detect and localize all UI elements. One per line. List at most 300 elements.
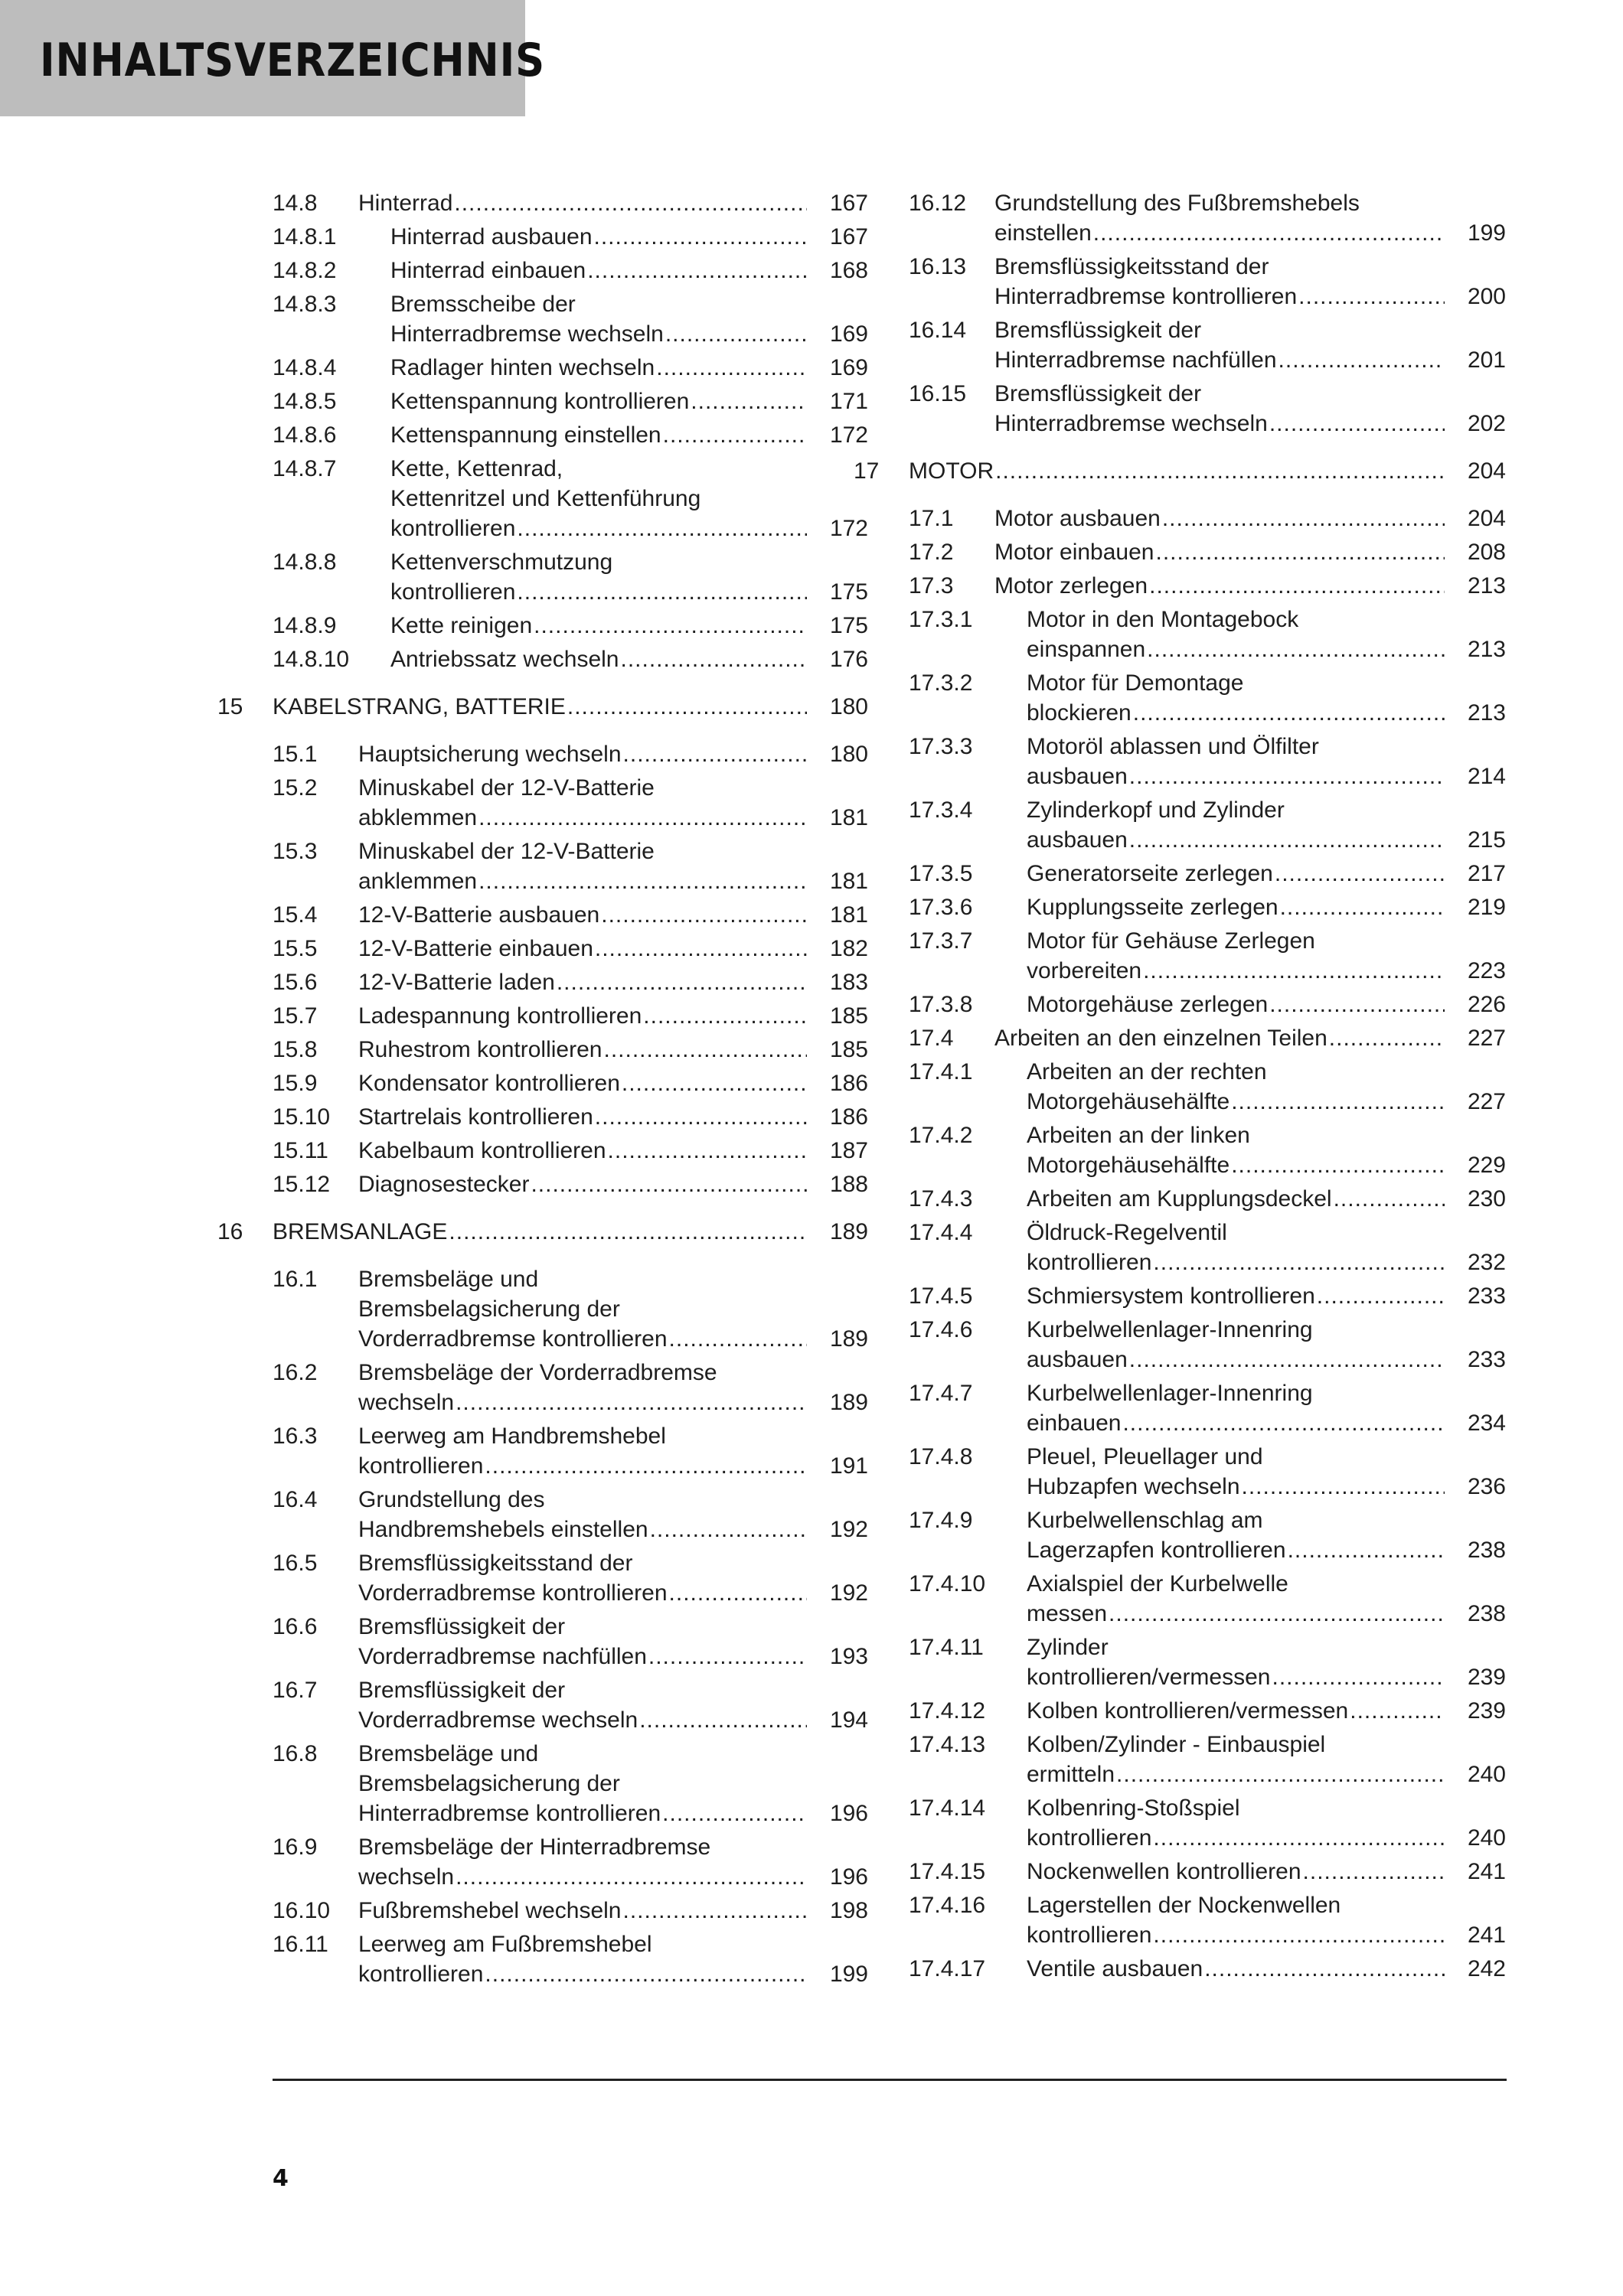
toc-entry[interactable] — [909, 1184, 1506, 1214]
toc-entry-number: 15.8 — [273, 1037, 318, 1062]
toc-entry[interactable] — [273, 1001, 868, 1031]
toc-entry-page: 214 — [1467, 764, 1506, 789]
toc-entry[interactable] — [273, 1739, 868, 1828]
toc-entry-title: Ventile ausbauen — [1027, 1956, 1203, 1981]
toc-entry-title: Motorgehäusehälfte — [1027, 1153, 1230, 1178]
toc-entry-page: 169 — [829, 321, 868, 347]
toc-entry-number: 16.13 — [909, 254, 967, 279]
toc-entry-page: 229 — [1467, 1153, 1506, 1178]
toc-entry[interactable] — [909, 1218, 1506, 1277]
dot-leader — [1143, 956, 1445, 986]
toc-entry-title: ermitteln — [1027, 1762, 1115, 1787]
toc-entry[interactable] — [909, 1890, 1506, 1950]
toc-entry[interactable] — [909, 990, 1506, 1019]
toc-entry[interactable] — [909, 252, 1506, 311]
toc-entry-title: Diagnosestecker — [358, 1172, 530, 1197]
toc-entry-page: 175 — [829, 579, 868, 605]
toc-entry-number: 17.3.5 — [909, 861, 973, 886]
toc-entry-title: Hinterrad — [358, 191, 453, 216]
toc-entry-title: Motor für Demontage — [1027, 670, 1244, 696]
toc-entry[interactable] — [909, 379, 1506, 439]
toc-entry-title: kontrollieren — [390, 516, 516, 541]
toc-entry[interactable] — [273, 1068, 868, 1098]
toc-entry-title: einbauen — [1027, 1411, 1122, 1436]
dot-leader — [1122, 1408, 1445, 1438]
dot-leader — [557, 967, 807, 997]
toc-entry-title: Hinterradbremse kontrollieren — [994, 284, 1298, 309]
toc-entry-page: 227 — [1467, 1026, 1506, 1051]
toc-entry-number: 16.7 — [273, 1678, 318, 1703]
toc-entry-title: Bremsscheibe der — [390, 292, 576, 317]
toc-entry[interactable] — [909, 892, 1506, 922]
toc-entry[interactable] — [909, 926, 1506, 986]
toc-entry-title: Kolben kontrollieren/vermessen — [1027, 1698, 1349, 1724]
toc-entry-title: Handbremshebels einstellen — [358, 1517, 648, 1542]
dot-leader — [456, 1862, 807, 1892]
toc-entry-page: 175 — [829, 613, 868, 638]
toc-entry-title: BREMSANLAGE — [273, 1219, 448, 1244]
toc-column-right — [854, 188, 1506, 1988]
toc-entry[interactable] — [909, 1632, 1506, 1692]
dot-leader — [517, 577, 807, 607]
toc-entry[interactable] — [909, 1505, 1506, 1565]
toc-entry-page: 198 — [829, 1898, 868, 1923]
toc-entry-page: 186 — [829, 1104, 868, 1130]
toc-entry-number: 17.4.13 — [909, 1732, 986, 1757]
toc-entry[interactable] — [273, 1264, 868, 1354]
toc-entry-page: 185 — [829, 1003, 868, 1029]
toc-entry-number: 14.8.1 — [273, 224, 337, 249]
toc-entry[interactable] — [273, 1421, 868, 1481]
toc-entry[interactable] — [909, 1315, 1506, 1375]
toc-entry-number: 16.10 — [273, 1898, 331, 1923]
toc-entry-number: 14.8.3 — [273, 292, 337, 317]
toc-entry-number: 15.5 — [273, 936, 318, 961]
dot-leader — [485, 1959, 807, 1989]
toc-entry-number: 16.4 — [273, 1487, 318, 1512]
toc-entry[interactable] — [273, 1548, 868, 1608]
toc-entry[interactable] — [273, 739, 868, 769]
toc-entry-title: kontrollieren — [358, 1962, 484, 1987]
dot-leader — [534, 611, 807, 641]
toc-entry[interactable] — [273, 188, 868, 218]
dot-leader — [1350, 1696, 1445, 1726]
toc-entry-title: Arbeiten an der linken — [1027, 1123, 1250, 1148]
toc-entry[interactable] — [273, 353, 868, 383]
toc-entry-title: 12-V-Batterie ausbauen — [358, 902, 600, 928]
toc-entry[interactable] — [909, 188, 1506, 248]
toc-entry[interactable] — [273, 1485, 868, 1544]
toc-entry[interactable] — [217, 692, 868, 722]
toc-entry-title: Kurbelwellenlager-Innenring — [1027, 1317, 1313, 1342]
toc-entry[interactable] — [273, 1612, 868, 1671]
dot-leader — [1093, 218, 1445, 248]
toc-entry-title: Vorderradbremse kontrollieren — [358, 1326, 668, 1352]
toc-entry-number: 16 — [217, 1219, 243, 1244]
toc-entry-title: abklemmen — [358, 805, 478, 830]
toc-entry-number: 15 — [217, 694, 243, 719]
toc-entry-page: 187 — [829, 1138, 868, 1163]
toc-entry-title: Minuskabel der 12-V-Batterie — [358, 775, 655, 801]
toc-entry-number: 16.1 — [273, 1267, 318, 1292]
toc-entry-number: 17.4.16 — [909, 1893, 986, 1918]
toc-entry-page: 193 — [829, 1644, 868, 1669]
toc-entry-title: ausbauen — [1027, 827, 1128, 853]
dot-leader — [587, 256, 807, 285]
toc-entry-title: Bremsbeläge der Hinterradbremse — [358, 1835, 711, 1860]
toc-entry-page: 188 — [829, 1172, 868, 1197]
toc-entry-title: Leerweg am Fußbremshebel — [358, 1932, 652, 1957]
dot-leader — [1147, 634, 1445, 664]
toc-entry-title: Zylinderkopf und Zylinder — [1027, 797, 1285, 823]
dot-leader — [1278, 345, 1445, 375]
toc-entry-page: 234 — [1467, 1411, 1506, 1436]
toc-entry-title: kontrollieren — [358, 1453, 484, 1479]
toc-entry-page: 239 — [1467, 1665, 1506, 1690]
toc-entry[interactable] — [909, 668, 1506, 728]
toc-entry-number: 17.4.17 — [909, 1956, 986, 1981]
toc-entry[interactable] — [273, 454, 868, 543]
toc-entry[interactable] — [909, 1696, 1506, 1726]
dot-leader — [485, 1451, 807, 1481]
toc-entry-title: Arbeiten am Kupplungsdeckel — [1027, 1186, 1332, 1212]
toc-entry[interactable] — [909, 1954, 1506, 1984]
toc-entry[interactable] — [273, 1035, 868, 1065]
dot-leader — [1231, 1150, 1445, 1180]
toc-entry-number: 16.2 — [273, 1360, 318, 1385]
toc-entry-page: 182 — [829, 936, 868, 961]
toc-entry-title: wechseln — [358, 1864, 455, 1890]
dot-leader — [1155, 537, 1445, 567]
toc-column-left — [217, 188, 868, 1993]
toc-entry[interactable] — [273, 256, 868, 285]
toc-entry-title: Vorderradbremse nachfüllen — [358, 1644, 647, 1669]
toc-entry-title: Kettenspannung einstellen — [390, 422, 661, 448]
toc-entry-number: 17.4.6 — [909, 1317, 973, 1342]
toc-entry-title: Startrelais kontrollieren — [358, 1104, 593, 1130]
toc-entry-title: Lagerzapfen kontrollieren — [1027, 1538, 1286, 1563]
toc-entry-page: 181 — [829, 902, 868, 928]
toc-entry-number: 15.10 — [273, 1104, 331, 1130]
toc-entry-title: vorbereiten — [1027, 958, 1142, 983]
dot-leader — [1298, 282, 1445, 311]
toc-entry-page: 194 — [829, 1707, 868, 1733]
toc-entry-page: 189 — [829, 1390, 868, 1415]
toc-entry[interactable] — [854, 456, 1506, 486]
toc-entry[interactable] — [273, 837, 868, 896]
dot-leader — [595, 934, 807, 964]
toc-entry[interactable] — [909, 1442, 1506, 1502]
toc-entry-title: Motor in den Montagebock — [1027, 607, 1299, 632]
toc-entry-page: 168 — [829, 258, 868, 283]
toc-entry[interactable] — [273, 900, 868, 930]
toc-entry[interactable] — [909, 1057, 1506, 1117]
toc-entry-page: 180 — [829, 742, 868, 767]
dot-leader — [1109, 1599, 1445, 1629]
toc-entry-title: kontrollieren — [1027, 1923, 1152, 1948]
toc-entry-title: Hauptsicherung wechseln — [358, 742, 622, 767]
toc-entry-number: 17.3.7 — [909, 928, 973, 954]
dot-leader — [656, 353, 807, 383]
toc-entry-page: 232 — [1467, 1250, 1506, 1275]
toc-entry-title: Zylinder — [1027, 1635, 1109, 1660]
toc-entry[interactable] — [273, 934, 868, 964]
dot-leader — [595, 1102, 807, 1132]
dot-leader — [1162, 504, 1445, 533]
toc-entry[interactable] — [273, 1102, 868, 1132]
toc-entry-title: Bremsbelagsicherung der — [358, 1296, 620, 1322]
toc-entry-page: 242 — [1467, 1956, 1506, 1981]
toc-entry-title: Pleuel, Pleuellager und — [1027, 1444, 1263, 1469]
toc-entry-title: einspannen — [1027, 637, 1146, 662]
dot-leader — [1288, 1535, 1445, 1565]
toc-entry-title: Hinterradbremse wechseln — [390, 321, 664, 347]
dot-leader — [1280, 892, 1445, 922]
toc-entry-number: 16.9 — [273, 1835, 318, 1860]
dot-leader — [1317, 1281, 1445, 1311]
dot-leader — [691, 386, 807, 416]
toc-entry-page: 240 — [1467, 1825, 1506, 1851]
dot-leader — [1149, 571, 1445, 601]
dot-leader — [669, 1324, 807, 1354]
toc-entry-title: Bremsbeläge und — [358, 1267, 539, 1292]
toc-entry-page: 185 — [829, 1037, 868, 1062]
dot-leader — [1231, 1087, 1445, 1117]
toc-entry-page: 230 — [1467, 1186, 1506, 1212]
toc-entry-page: 172 — [829, 516, 868, 541]
dot-leader — [1153, 1920, 1445, 1950]
dot-leader — [1275, 859, 1445, 889]
toc-entry-title: Hinterradbremse wechseln — [994, 411, 1268, 436]
toc-entry-number: 17 — [854, 458, 880, 484]
toc-entry-title: Bremsflüssigkeit der — [994, 381, 1202, 406]
dot-leader — [594, 222, 807, 252]
toc-entry[interactable] — [909, 859, 1506, 889]
toc-entry-title: Hinterrad einbauen — [390, 258, 586, 283]
toc-entry-title: Kettenspannung kontrollieren — [390, 389, 690, 414]
toc-entry-number: 15.6 — [273, 970, 318, 995]
toc-entry-number: 17.2 — [909, 540, 954, 565]
toc-entry-page: 217 — [1467, 861, 1506, 886]
toc-entry-title: Bremsbeläge der Vorderradbremse — [358, 1360, 717, 1385]
dot-leader — [665, 319, 807, 349]
toc-entry-title: Bremsbelagsicherung der — [358, 1771, 620, 1796]
toc-entry-page: 180 — [829, 694, 868, 719]
toc-entry[interactable] — [909, 1120, 1506, 1180]
toc-entry-number: 14.8.6 — [273, 422, 337, 448]
toc-entry-title: einstellen — [994, 220, 1092, 246]
toc-entry[interactable] — [909, 1281, 1506, 1311]
toc-entry-number: 17.3.2 — [909, 670, 973, 696]
toc-entry[interactable] — [909, 315, 1506, 375]
toc-entry-title: Ladespannung kontrollieren — [358, 1003, 642, 1029]
toc-entry-title: Kolben/Zylinder - Einbauspiel — [1027, 1732, 1326, 1757]
toc-entry-title: Hubzapfen wechseln — [1027, 1474, 1240, 1499]
toc-entry[interactable] — [909, 1793, 1506, 1853]
toc-entry-page: 226 — [1467, 992, 1506, 1017]
toc-entry-title: Generatorseite zerlegen — [1027, 861, 1273, 886]
toc-entry-title: Motor zerlegen — [994, 573, 1148, 598]
dot-leader — [620, 644, 807, 674]
toc-entry-number: 16.3 — [273, 1424, 318, 1449]
toc-entry-title: Fußbremshebel wechseln — [358, 1898, 622, 1923]
toc-entry-page: 201 — [1467, 347, 1506, 373]
toc-entry-page: 192 — [829, 1580, 868, 1606]
toc-entry[interactable] — [909, 1023, 1506, 1053]
toc-entry[interactable] — [273, 386, 868, 416]
toc-entry-page: 199 — [1467, 220, 1506, 246]
dot-leader — [648, 1642, 807, 1671]
toc-entry-page: 191 — [829, 1453, 868, 1479]
toc-entry[interactable] — [273, 547, 868, 607]
toc-entry-title: Kabelbaum kontrollieren — [358, 1138, 606, 1163]
toc-entry-title: Bremsflüssigkeitsstand der — [358, 1551, 633, 1576]
dot-leader — [669, 1578, 807, 1608]
toc-entry[interactable] — [273, 644, 868, 674]
toc-entry-page: 169 — [829, 355, 868, 380]
toc-entry-title: ausbauen — [1027, 764, 1128, 789]
toc-entry[interactable] — [273, 1832, 868, 1892]
toc-entry-number: 14.8.4 — [273, 355, 337, 380]
toc-entry-number: 17.3.3 — [909, 734, 973, 759]
toc-entry-page: 186 — [829, 1071, 868, 1096]
dot-leader — [1153, 1247, 1445, 1277]
toc-entry[interactable] — [273, 222, 868, 252]
toc-entry-title: Bremsflüssigkeit der — [994, 318, 1202, 343]
toc-entry-page: 183 — [829, 970, 868, 995]
dot-leader — [601, 900, 807, 930]
toc-entry-number: 17.4.7 — [909, 1381, 973, 1406]
toc-entry[interactable] — [909, 1730, 1506, 1789]
toc-entry-title: Hinterradbremse kontrollieren — [358, 1801, 661, 1826]
dot-leader — [1242, 1472, 1445, 1502]
toc-entry-number: 16.14 — [909, 318, 967, 343]
toc-entry-title: Bremsflüssigkeitsstand der — [994, 254, 1269, 279]
toc-entry-page: 223 — [1467, 958, 1506, 983]
toc-entry-title: Nockenwellen kontrollieren — [1027, 1859, 1301, 1884]
toc-entry-title: Vorderradbremse wechseln — [358, 1707, 638, 1733]
toc-entry-title: Arbeiten an der rechten — [1027, 1059, 1267, 1084]
toc-entry-title: wechseln — [358, 1390, 455, 1415]
toc-entry[interactable] — [217, 1217, 868, 1247]
toc-entry-title: Kettenritzel und Kettenführung — [390, 486, 701, 511]
toc-entry-title: Öldruck-Regelventil — [1027, 1220, 1227, 1245]
toc-entry-title: Motor einbauen — [994, 540, 1154, 565]
toc-entry-number: 16.11 — [273, 1932, 328, 1957]
toc-entry[interactable] — [273, 1136, 868, 1166]
toc-entry[interactable] — [909, 571, 1506, 601]
dot-leader — [1129, 825, 1445, 855]
toc-entry-title: anklemmen — [358, 869, 478, 894]
toc-entry-page: 172 — [829, 422, 868, 448]
toc-entry-page: 167 — [829, 224, 868, 249]
toc-entry-number: 15.4 — [273, 902, 318, 928]
toc-entry-page: 213 — [1467, 573, 1506, 598]
toc-entry[interactable] — [273, 1169, 868, 1199]
toc-entry-page: 236 — [1467, 1474, 1506, 1499]
toc-entry-title: Schmiersystem kontrollieren — [1027, 1283, 1315, 1309]
toc-entry[interactable] — [909, 1378, 1506, 1438]
toc-entry[interactable] — [909, 1857, 1506, 1887]
toc-entry-title: Kettenverschmutzung — [390, 550, 613, 575]
toc-entry-title: Bremsflüssigkeit der — [358, 1614, 566, 1639]
toc-entry-number: 15.7 — [273, 1003, 318, 1029]
toc-entry-title: 12-V-Batterie einbauen — [358, 936, 593, 961]
toc-entry-title: KABELSTRANG, BATTERIE — [273, 694, 566, 719]
toc-entry-title: Arbeiten an den einzelnen Teilen — [994, 1026, 1327, 1051]
toc-entry-title: Kette reinigen — [390, 613, 533, 638]
toc-entry[interactable] — [909, 795, 1506, 855]
toc-entry-title: ausbauen — [1027, 1347, 1128, 1372]
toc-entry-page: 192 — [829, 1517, 868, 1542]
toc-entry-title: Ruhestrom kontrollieren — [358, 1037, 603, 1062]
toc-entry-page: 167 — [829, 191, 868, 216]
toc-entry[interactable] — [273, 1675, 868, 1735]
toc-entry-title: Bremsflüssigkeit der — [358, 1678, 566, 1703]
toc-entry-title: 12-V-Batterie laden — [358, 970, 555, 995]
toc-entry[interactable] — [273, 420, 868, 450]
toc-entry-page: 181 — [829, 805, 868, 830]
toc-entry-number: 15.11 — [273, 1138, 328, 1163]
toc-entry-page: 219 — [1467, 895, 1506, 920]
toc-entry-title: Kondensator kontrollieren — [358, 1071, 620, 1096]
footer-divider — [273, 2079, 1507, 2081]
toc-entry[interactable] — [909, 1569, 1506, 1629]
toc-entry-title: Radlager hinten wechseln — [390, 355, 655, 380]
toc-entry[interactable] — [273, 289, 868, 349]
toc-entry[interactable] — [273, 967, 868, 997]
dot-leader — [639, 1705, 807, 1735]
dot-leader — [662, 1799, 807, 1828]
dot-leader — [1204, 1954, 1445, 1984]
toc-entry-number: 16.6 — [273, 1614, 318, 1639]
toc-entry-number: 17.4.5 — [909, 1283, 973, 1309]
toc-entry-title: Motoröl ablassen und Ölfilter — [1027, 734, 1319, 759]
dot-leader — [478, 866, 807, 896]
toc-entry-page: 213 — [1467, 637, 1506, 662]
toc-entry-page: 215 — [1467, 827, 1506, 853]
toc-entry-number: 17.3.4 — [909, 797, 973, 823]
toc-entry[interactable] — [273, 611, 868, 641]
toc-entry[interactable] — [909, 504, 1506, 533]
toc-entry-number: 17.4.11 — [909, 1635, 984, 1660]
dot-leader — [567, 692, 807, 722]
toc-entry-page: 189 — [829, 1326, 868, 1352]
toc-entry-title: Kurbelwellenschlag am — [1027, 1508, 1263, 1533]
toc-entry-page: 213 — [1467, 700, 1506, 726]
toc-entry-title: kontrollieren — [1027, 1825, 1152, 1851]
toc-entry-title: messen — [1027, 1601, 1108, 1626]
toc-entry-page: 241 — [1467, 1859, 1506, 1884]
toc-entry-title: Motorgehäuse zerlegen — [1027, 992, 1269, 1017]
toc-entry-page: 199 — [829, 1962, 868, 1987]
toc-entry-number: 16.15 — [909, 381, 967, 406]
toc-entry[interactable] — [909, 537, 1506, 567]
toc-entry-number: 17.3.8 — [909, 992, 973, 1017]
toc-entry-page: 233 — [1467, 1283, 1506, 1309]
toc-entry[interactable] — [909, 732, 1506, 791]
toc-entry-page: 227 — [1467, 1089, 1506, 1114]
toc-entry[interactable] — [273, 1896, 868, 1926]
toc-entry[interactable] — [273, 773, 868, 833]
toc-entry-title: Bremsbeläge und — [358, 1741, 539, 1766]
header-bar — [0, 0, 546, 116]
toc-entry[interactable] — [273, 1929, 868, 1989]
dot-leader — [1129, 762, 1445, 791]
toc-entry[interactable] — [273, 1358, 868, 1417]
toc-entry[interactable] — [909, 605, 1506, 664]
page-title: INHALTSVERZEICHNIS — [40, 34, 546, 87]
